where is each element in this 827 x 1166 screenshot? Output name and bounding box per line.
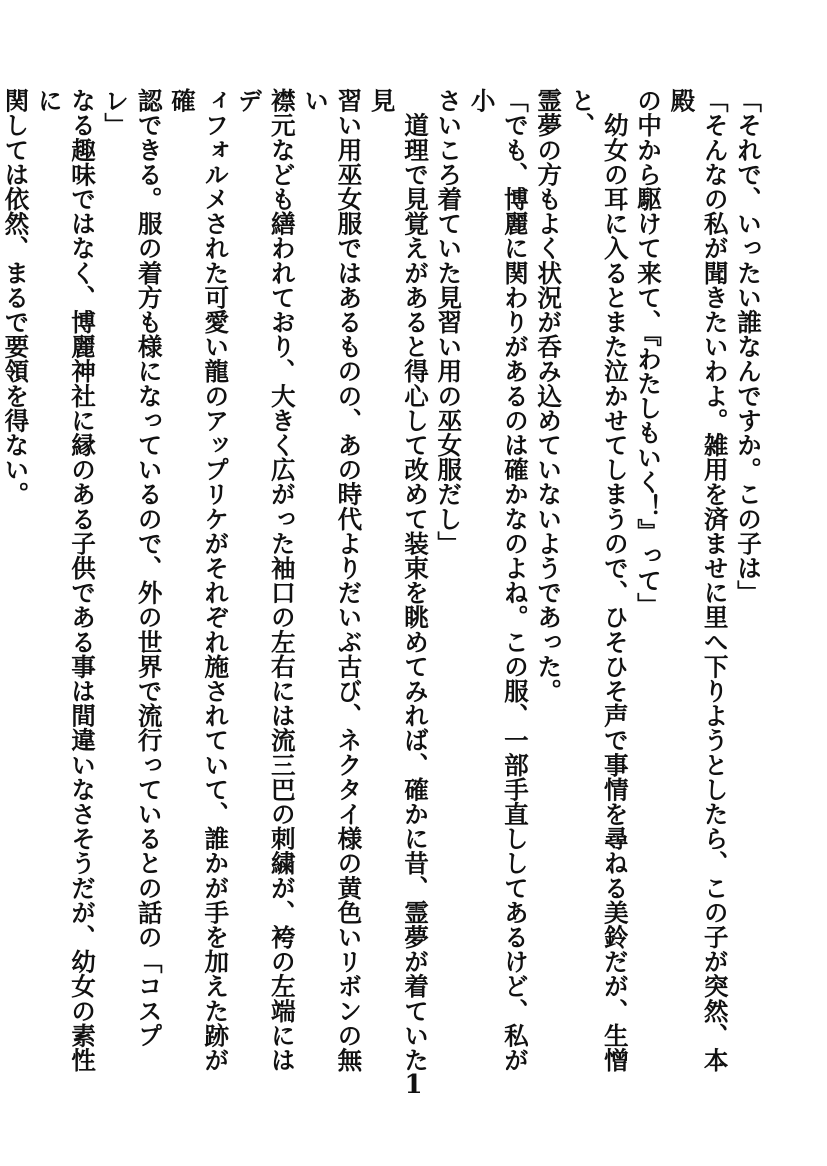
text-line: 幼女の耳に入るとまた泣かせてしまうので、ひそひそ声で事情を尋ねる美鈴だが、生憎と、 [567,88,630,1072]
page-number: 1 [404,1070,423,1100]
text-line: 「でも、博麗に関わりがあるのは確かなのよね。この服、一部手直ししてあるけど、私が小 [467,88,530,1072]
vertical-text-block [0,88,765,1078]
text-line: ィフォルメされた可愛い龍のアップリケがそれぞれ施されていて、誰かが手を加えた跡が確 [167,88,231,1072]
text-line: 「それで、いったい誰なんですか。この子は」 [734,88,763,605]
text-line: 関しては依然、まるで要領を得ない。 [1,88,31,507]
text-line: さいころ着ていた見習い用の巫女服だし」 [434,88,464,556]
text-line: の中から駆けて来て、『わたしもいく！』って」 [634,88,664,617]
text-line: 「そんなの私が聞きたいわよ。雑用を済ませに里へ下りようとしたら、この子が突然、本殿 [667,88,730,1072]
text-line: 認できる。服の着方も様になっているので、外の世界で流行っているとの話の「コスプレ」 [101,88,164,1048]
text-line: 襟元なども繕われており、大きく広がった袖口の左右には流三巴の刺繍が、袴の左端にはデ [234,88,297,1072]
text-line: 霊夢の方もよく状況が呑み込めていないようであった。 [534,88,564,703]
text-line: 習い用巫女服ではあるものの、あの時代よりだいぶ古び、ネクタイ様の黄色いリボンの無い [301,88,364,1072]
text-line: 道理で見覚えがあると得心して改めて装束を眺めてみれば、確かに昔、霊夢が着ていた見 [367,88,431,1072]
text-line: なる趣味ではなく、博麗神社に縁のある子供である事は間違いなさそうだが、幼女の素性に [34,88,98,1072]
